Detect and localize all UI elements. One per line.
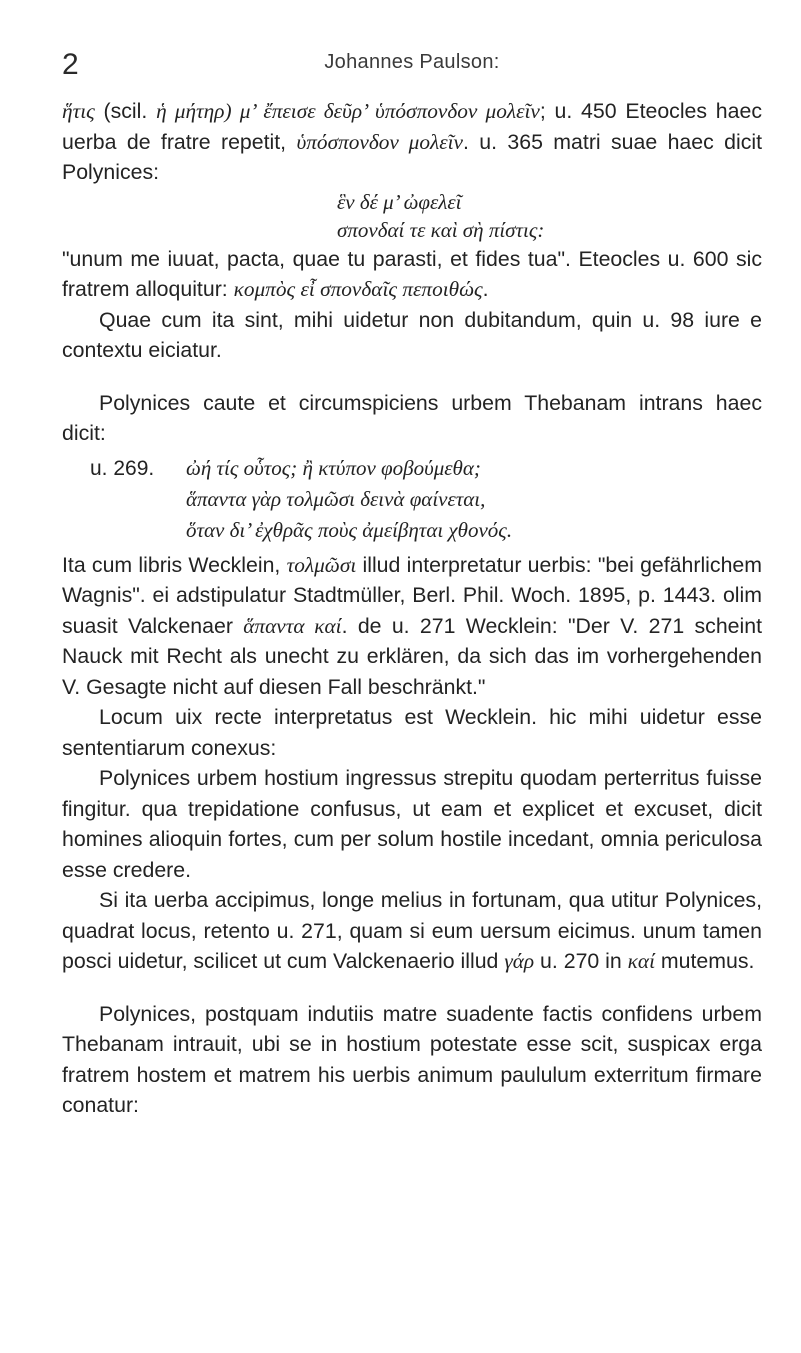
text-span: Ita cum libris Wecklein, [62, 552, 287, 577]
paragraph-8 [62, 885, 762, 977]
verse-line: ἓν δέ μ’ ὠφελεῖ [337, 189, 462, 214]
verse-line: ὅταν δι’ ἐχθρᾶς ποὺς ἀμείβηται χθονός. [186, 517, 513, 542]
verse-line: ὠή τίς οὗτος; ἢ κτύπον φοβούμεθα; [186, 455, 481, 480]
greek-quote: κομπὸς εἶ σπονδαῖς πεποιθώς [233, 277, 483, 301]
text-span: illud interpretatur uerbis: "bei gefährlichem Wagnis". ei adstipulatur Stadtmüller, Berl. Phil. Woch. 1895, p. 1443. olim suasit Valckenaer [62, 552, 762, 638]
greek-word: καί [627, 949, 655, 973]
text-span: . [482, 277, 489, 301]
greek-quote: ἡ μήτηρ) μ’ ἔπεισε δεῦρ’ ὑπόσπονδον μολεῖν [156, 99, 540, 123]
paragraph-2 [62, 244, 762, 305]
paragraph-6: Locum uix recte interpretatus est Wecklein. hic mihi uidetur esse sententiarum conexus: [62, 705, 762, 760]
text-span: u. 270 in [534, 949, 628, 973]
paragraph-7: Polynices urbem hostium ingressus strepitu quodam perterritus fuisse fingitur. qua trepidatione confusus, ut eam et explicet et excuset, dicit homines alioquin fortes, cum per solum hostile incedant, omnia periculosa esse credere. [62, 766, 762, 882]
page [62, 0, 762, 1121]
page-number: 2 [62, 48, 79, 81]
greek-word: γάρ [504, 949, 535, 973]
greek-quote: ὑπόσπονδον μολεῖν [296, 129, 463, 154]
greek-word: τολμῶσι [286, 552, 357, 577]
paragraph-3: Quae cum ita sint, mihi uidetur non dubitandum, quin u. 98 iure e contextu eiciatur. [62, 307, 762, 362]
text-span: "unum me iuuat, pacta, quae tu parasti, et fides tua". Eteocles u. 600 sic fratrem alloquitur: [62, 246, 762, 301]
verse-row [90, 453, 762, 484]
paragraph-gap [62, 366, 762, 388]
verse-quote-1 [62, 188, 762, 244]
text-span: Si ita uerba accipimus, longe melius in fortunam, qua utitur Polynices, quadrat locus, retento u. 271, quam si eum uersum eicimus. unum tamen posci uidetur, scilicet ut cum Valckenaerio illud [62, 888, 762, 973]
verse-label: u. 269. [90, 456, 155, 480]
greek-word: ἅπαντα καί [243, 613, 342, 638]
greek-word: ἥτις [62, 99, 95, 123]
text-span: (scil. [94, 99, 157, 123]
verse-line: σπονδαί τε καὶ σὴ πίστις: [337, 217, 545, 242]
text-span: ; u. 450 Eteocles haec uerba de fratre repetit, [62, 99, 762, 154]
text-span: . u. 365 matri suae haec dicit Polynices: [62, 129, 763, 184]
text-span: . de u. 271 Wecklein: "Der V. 271 scheint Nauck mit Recht als unecht zu erklären, da sich das im vorhergehenden V. Gesagte nicht auf diesen Fall beschränkt." [62, 613, 762, 699]
running-head: Johannes Paulson: [324, 51, 500, 73]
verse-quote-2 [62, 453, 762, 546]
text-span: mutemus. [655, 949, 755, 973]
paragraph-1 [62, 96, 762, 188]
verse-line: ἅπαντα γὰρ τολμῶσι δεινὰ φαίνεται, [186, 486, 486, 511]
page-header [62, 0, 762, 96]
paragraph-4: Polynices caute et circumspiciens urbem Thebanam intrans haec dicit: [62, 390, 762, 445]
paragraph-gap [62, 977, 762, 999]
paragraph-9: Polynices, postquam indutiis matre suadente factis confidens urbem Thebanam intrauit, ubi se in hostium potestate esse scit, suspicax erga fratrem hostem et matrem his uerbis animum paululum exterritum firmare conatur: [62, 1001, 762, 1117]
paragraph-5 [62, 550, 762, 703]
